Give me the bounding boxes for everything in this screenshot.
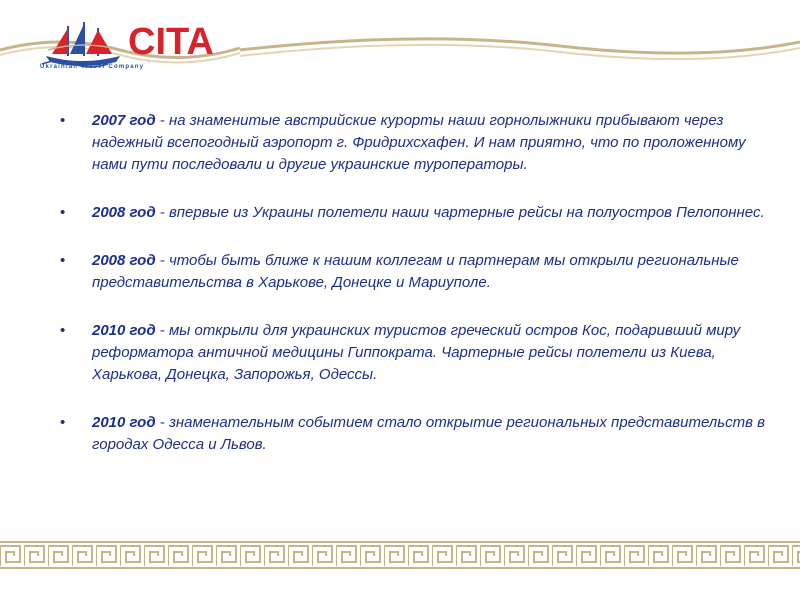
bullet-icon: • — [60, 322, 66, 339]
list-item — [60, 250, 775, 294]
bullet-icon: • — [60, 414, 66, 431]
list-item — [60, 202, 775, 224]
list-item — [60, 412, 775, 456]
item-year: 2010 год — [92, 322, 156, 339]
greek-key-border — [0, 540, 800, 570]
item-year: 2008 год — [92, 252, 156, 269]
bullet-icon: • — [60, 204, 66, 221]
item-year: 2010 год — [92, 414, 156, 431]
company-logo — [38, 18, 238, 78]
logo-brand-text: CITA — [128, 21, 214, 63]
list-item — [60, 110, 775, 176]
item-text: - впервые из Украины полетели наши чартерные рейсы на полуостров Пелопоннес. — [155, 204, 765, 221]
bullet-icon: • — [60, 252, 66, 269]
list-item — [60, 320, 775, 386]
item-text: - мы открыли для украинских туристов греческий остров Кос, подаривший миру реформатора античной медицины Гиппократа. Чартерные рейсы полетели из Киева, Харькова, Донецка, Запорожья, Одессы. — [92, 322, 741, 383]
item-text: - на знаменитые австрийские курорты наши горнолыжники прибывают через надежный всепогодный аэропорт г. Фридрихсхафен. И нам приятно, что по проложенному нами пути последовали и другие украинские туроператоры. — [92, 112, 746, 173]
history-bullet-list — [60, 110, 775, 482]
item-text: - знаменательным событием стало открытие региональных представительств в городах Одесса и Львов. — [92, 414, 765, 453]
logo-tagline: Ukrainian Travel Company — [40, 64, 145, 70]
item-year: 2007 год — [92, 112, 156, 129]
item-text: - чтобы быть ближе к нашим коллегам и партнерам мы открыли региональные представительства в Харькове, Донецке и Мариуполе. — [92, 252, 739, 291]
item-year: 2008 год — [92, 204, 156, 221]
ship-emblem-icon — [38, 20, 126, 70]
bullet-icon: • — [60, 112, 66, 129]
